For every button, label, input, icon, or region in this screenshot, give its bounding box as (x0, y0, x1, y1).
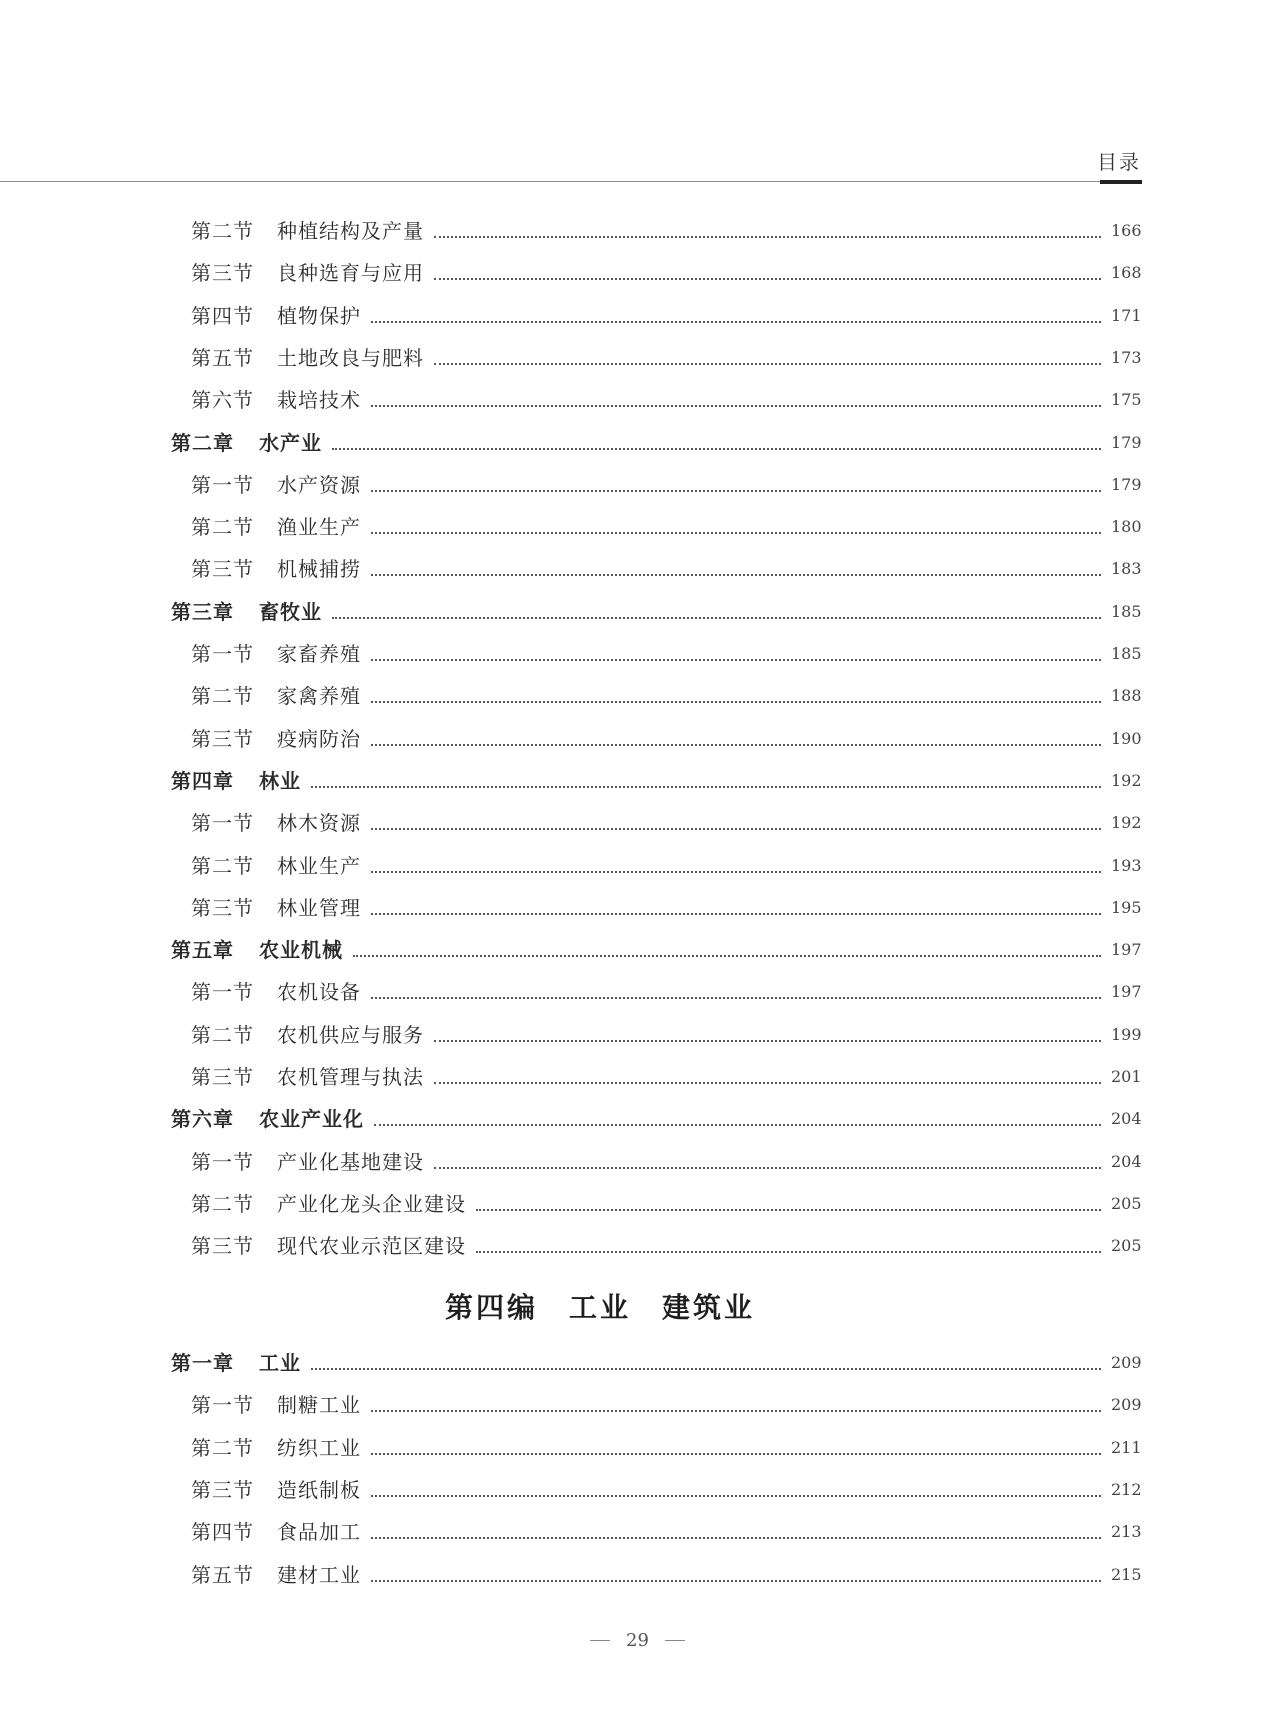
entry-number: 第三节 (191, 1477, 254, 1502)
toc-chapter-entry[interactable] (171, 1102, 1141, 1136)
toc-section-entry[interactable] (191, 975, 1141, 1009)
entry-number: 第二节 (191, 1435, 254, 1460)
entry-page-number: 204 (1111, 1151, 1142, 1171)
entry-number: 第二节 (191, 853, 254, 878)
footer-dash-right (665, 1640, 685, 1641)
toc-section-entry[interactable] (191, 510, 1141, 544)
toc-section-entry[interactable] (191, 383, 1141, 417)
toc-section-entry[interactable] (191, 637, 1141, 671)
entry-title: 林业生产 (277, 853, 361, 878)
entry-page-number: 215 (1111, 1564, 1142, 1584)
entry-number: 第五章 (171, 938, 234, 963)
toc-section-entry[interactable] (191, 1018, 1141, 1052)
entry-title: 家畜养殖 (277, 642, 361, 666)
toc-section-entry[interactable] (191, 806, 1141, 840)
entry-title: 农业机械 (259, 938, 343, 963)
dot-leader (371, 1537, 1101, 1539)
toc-chapter-entry[interactable] (171, 595, 1141, 629)
toc-section-entry[interactable] (191, 891, 1141, 925)
entry-page-number: 185 (1111, 601, 1142, 621)
dot-leader (476, 1209, 1101, 1211)
entry-number: 第三节 (191, 557, 254, 582)
entry-page-number: 173 (1111, 347, 1142, 367)
entry-title: 建材工业 (277, 1562, 361, 1587)
entry-page-number: 180 (1111, 517, 1142, 537)
entry-page-number: 171 (1111, 305, 1142, 325)
dot-leader (371, 1495, 1101, 1497)
entry-title: 纺织工业 (277, 1435, 361, 1460)
toc-section-entry[interactable] (191, 1388, 1141, 1422)
toc-section-entry[interactable] (191, 1145, 1141, 1179)
entry-title: 畜牧业 (259, 599, 322, 624)
dot-leader (434, 1082, 1101, 1084)
dot-leader (332, 617, 1101, 619)
dot-leader (434, 1167, 1101, 1169)
entry-number: 第一节 (191, 811, 254, 836)
entry-title: 水产业 (259, 430, 322, 455)
entry-number: 第三节 (191, 1065, 254, 1089)
entry-number: 第二节 (191, 515, 254, 540)
dot-leader (434, 278, 1101, 280)
entry-number: 第三节 (191, 261, 254, 286)
toc-section-entry[interactable] (191, 1060, 1141, 1094)
entry-title: 植物保护 (277, 303, 361, 328)
toc-section-entry[interactable] (191, 1558, 1141, 1592)
dot-leader (371, 574, 1101, 576)
entry-title: 产业化基地建设 (277, 1149, 424, 1174)
dot-leader (371, 659, 1101, 661)
entry-page-number: 179 (1111, 432, 1142, 452)
toc-section-entry[interactable] (191, 552, 1141, 586)
entry-title: 食品加工 (277, 1520, 361, 1545)
dot-leader (371, 1410, 1101, 1412)
dot-leader (434, 236, 1101, 238)
entry-page-number: 197 (1111, 982, 1142, 1002)
entry-number: 第六章 (171, 1107, 234, 1132)
entry-page-number: 179 (1111, 474, 1142, 494)
toc-section-entry[interactable] (191, 1515, 1141, 1549)
entry-title: 农业产业化 (259, 1107, 364, 1132)
entry-title: 种植结构及产量 (277, 219, 424, 243)
toc-section-entry[interactable] (191, 1473, 1141, 1507)
entry-number: 第二节 (191, 1191, 254, 1216)
entry-number: 第一节 (191, 1393, 254, 1418)
entry-number: 第一节 (191, 472, 254, 497)
header-rule (0, 181, 1142, 182)
entry-number: 第一节 (191, 642, 254, 666)
toc-chapter-entry[interactable] (171, 426, 1141, 460)
dot-leader (332, 448, 1101, 450)
entry-title: 农机设备 (277, 980, 361, 1005)
toc-section-entry[interactable] (191, 722, 1141, 756)
entry-number: 第六节 (191, 388, 254, 413)
toc-section-entry[interactable] (191, 214, 1141, 248)
dot-leader (311, 786, 1101, 788)
entry-number: 第二章 (171, 430, 234, 455)
entry-number: 第四章 (171, 768, 234, 793)
entry-page-number: 190 (1111, 728, 1142, 748)
entry-title: 产业化龙头企业建设 (277, 1191, 466, 1216)
dot-leader (476, 1251, 1101, 1253)
toc-section-entry[interactable] (191, 679, 1141, 713)
entry-title: 工业 (259, 1351, 301, 1375)
entry-title: 良种选育与应用 (277, 261, 424, 286)
toc-section-entry[interactable] (191, 1187, 1141, 1221)
entry-title: 林业 (259, 768, 301, 793)
dot-leader (371, 913, 1101, 915)
page-number: 29 (626, 1630, 649, 1651)
dot-leader (374, 1124, 1101, 1126)
entry-title: 制糖工业 (277, 1393, 361, 1418)
entry-number: 第四节 (191, 303, 254, 328)
dot-leader (434, 1040, 1101, 1042)
dot-leader (371, 701, 1101, 703)
entry-title: 农机供应与服务 (277, 1022, 424, 1047)
entry-number: 第二节 (191, 684, 254, 709)
entry-number: 第五节 (191, 1562, 254, 1587)
entry-page-number: 212 (1111, 1479, 1142, 1499)
page-footer (0, 1630, 1275, 1651)
entry-title: 家禽养殖 (277, 684, 361, 709)
entry-number: 第二节 (191, 219, 254, 243)
toc-section-entry[interactable] (191, 1431, 1141, 1465)
dot-leader (371, 828, 1101, 830)
dot-leader (434, 363, 1101, 365)
toc-section-entry[interactable] (191, 849, 1141, 883)
toc-section-entry[interactable] (191, 341, 1141, 375)
entry-page-number: 188 (1111, 686, 1142, 706)
entry-title: 现代农业示范区建设 (277, 1234, 466, 1259)
toc-section-entry[interactable] (191, 468, 1141, 502)
entry-title: 水产资源 (277, 472, 361, 497)
entry-title: 造纸制板 (277, 1477, 361, 1502)
dot-leader (371, 1580, 1101, 1582)
entry-page-number: 193 (1111, 855, 1142, 875)
entry-page-number: 204 (1111, 1109, 1142, 1129)
entry-number: 第三章 (171, 599, 234, 624)
entry-title: 疫病防治 (277, 726, 361, 751)
dot-leader (371, 1453, 1101, 1455)
entry-page-number: 192 (1111, 813, 1142, 833)
dot-leader (371, 744, 1101, 746)
header-tab-marker (1100, 180, 1142, 184)
entry-title: 土地改良与肥料 (277, 345, 424, 370)
entry-page-number: 166 (1111, 221, 1142, 240)
toc-section-entry[interactable] (191, 256, 1141, 290)
entry-number: 第三节 (191, 1234, 254, 1259)
toc-chapter-entry[interactable] (171, 764, 1141, 798)
entry-number: 第一章 (171, 1351, 234, 1375)
entry-number: 第一节 (191, 1149, 254, 1174)
entry-number: 第一节 (191, 980, 254, 1005)
dot-leader (371, 532, 1101, 534)
entry-page-number: 192 (1111, 770, 1142, 790)
entry-number: 第三节 (191, 895, 254, 920)
part-title: 第四编 工业 建筑业 (444, 1291, 755, 1324)
entry-title: 林业管理 (277, 895, 361, 920)
toc-section-entry[interactable] (191, 299, 1141, 333)
dot-leader (371, 871, 1101, 873)
entry-number: 第五节 (191, 345, 254, 370)
dot-leader (371, 490, 1101, 492)
entry-number: 第三节 (191, 726, 254, 751)
entry-title: 农机管理与执法 (277, 1065, 424, 1089)
entry-page-number: 205 (1111, 1193, 1142, 1213)
dot-leader (371, 321, 1101, 323)
entry-page-number: 195 (1111, 897, 1142, 917)
entry-page-number: 209 (1111, 1395, 1142, 1415)
entry-title: 渔业生产 (277, 515, 361, 540)
dot-leader (311, 1368, 1101, 1370)
entry-page-number: 197 (1111, 940, 1142, 960)
dot-leader (353, 955, 1101, 957)
entry-page-number: 183 (1111, 559, 1142, 579)
entry-page-number: 211 (1111, 1437, 1142, 1457)
entry-title: 栽培技术 (277, 388, 361, 413)
entry-title: 林木资源 (277, 811, 361, 836)
dot-leader (371, 997, 1101, 999)
entry-page-number: 209 (1111, 1353, 1142, 1372)
entry-page-number: 168 (1111, 263, 1142, 283)
entry-page-number: 199 (1111, 1024, 1142, 1044)
entry-title: 机械捕捞 (277, 557, 361, 582)
header-title: 目录 (1097, 150, 1141, 174)
dot-leader (371, 405, 1101, 407)
toc-chapter-entry[interactable] (171, 933, 1141, 967)
toc-chapter-entry[interactable] (171, 1346, 1141, 1380)
footer-dash-left (590, 1640, 610, 1641)
entry-page-number: 213 (1111, 1522, 1142, 1542)
entry-number: 第二节 (191, 1022, 254, 1047)
entry-page-number: 201 (1111, 1067, 1142, 1086)
toc-section-entry[interactable] (191, 1229, 1141, 1263)
entry-page-number: 185 (1111, 644, 1142, 663)
entry-page-number: 205 (1111, 1236, 1142, 1256)
entry-page-number: 175 (1111, 390, 1142, 410)
entry-number: 第四节 (191, 1520, 254, 1545)
